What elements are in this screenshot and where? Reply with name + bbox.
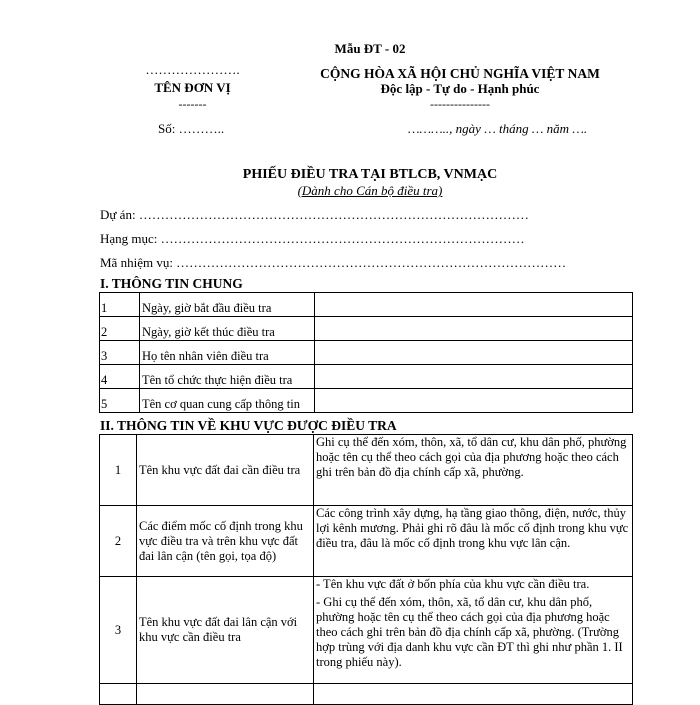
row-number: 2 <box>100 317 140 341</box>
national-motto: Độc lập - Tự do - Hạnh phúc <box>380 81 540 96</box>
row-number <box>100 684 137 705</box>
section-heading-area: II. THÔNG TIN VỀ KHU VỰC ĐƯỢC ĐIỀU TRA <box>100 418 397 433</box>
document-number: Số: ……….. <box>158 121 225 136</box>
row-label <box>137 684 314 705</box>
field-hang-muc: Hạng mục: ………………………………………………………………………… <box>100 231 525 246</box>
row-number: 2 <box>100 506 137 577</box>
row-value-cell <box>315 389 633 413</box>
org-divider: ------- <box>178 97 207 111</box>
table-row <box>100 389 633 413</box>
table-row <box>100 293 633 317</box>
row-label: Tên cơ quan cung cấp thông tin <box>140 389 315 413</box>
org-name: TÊN ĐƠN VỊ <box>154 80 231 95</box>
table-row <box>100 341 633 365</box>
table-row <box>100 435 633 506</box>
row-description <box>314 684 633 705</box>
row-label: Ngày, giờ kết thúc điều tra <box>140 317 315 341</box>
document-title: PHIẾU ĐIỀU TRA TẠI BTLCB, VNMẠC <box>242 167 498 182</box>
section-heading-general: I. THÔNG TIN CHUNG <box>100 276 243 291</box>
description-text: Các công trình xây dựng, hạ tầng giao thông, điện, nước, thủy lợi kênh mương. Phải ghi rõ đâu là mốc cố định trong khu vực điều tra, đâu là mốc cố định trong khu vực lân cận. <box>316 506 629 550</box>
field-du-an: Dự án: ……………………………………………………………………………… <box>100 207 529 222</box>
row-number: 3 <box>100 341 140 365</box>
table-row <box>100 684 633 705</box>
row-value-cell <box>315 365 633 389</box>
row-number: 1 <box>100 293 140 317</box>
row-number: 4 <box>100 365 140 389</box>
row-description <box>314 506 633 577</box>
row-description <box>314 577 633 684</box>
general-info-table <box>99 292 633 413</box>
row-label: Tên khu vực đất đai cần điều tra <box>137 435 314 506</box>
description-text: - Tên khu vực đất ở bốn phía của khu vực cần điều tra. <box>316 577 590 591</box>
document-subtitle: (Dành cho Cán bộ điều tra) <box>297 183 443 198</box>
row-label: Các điểm mốc cố định trong khu vực điều tra và trên khu vực đất đai lân cận (tên gọi, tọa độ) <box>137 506 314 577</box>
national-title: CỘNG HÒA XÃ HỘI CHỦ NGHĨA VIỆT NAM <box>320 66 600 81</box>
row-value-cell <box>315 341 633 365</box>
row-label: Ngày, giờ bắt đầu điều tra <box>140 293 315 317</box>
row-label: Họ tên nhân viên điều tra <box>140 341 315 365</box>
row-label: Tên tổ chức thực hiện điều tra <box>140 365 315 389</box>
description-text: - Ghi cụ thể đến xóm, thôn, xã, tổ dân cư, khu dân phố, phường hoặc tên cụ thể theo cách gọi của địa phương hoặc theo cách ghi trên bản đồ địa chính cấp xã, phường. (Trường hợp trùng với địa danh khu vực cần ĐT thì ghi như phần 1. II trong phiếu này). <box>316 595 623 669</box>
table-row <box>100 577 633 684</box>
org-name-placeholder: …………………. <box>145 62 240 77</box>
table-row <box>100 506 633 577</box>
row-description <box>314 435 633 506</box>
table-row <box>100 365 633 389</box>
description-text: Ghi cụ thể đến xóm, thôn, xã, tổ dân cư, khu dân phố, phường hoặc tên cụ thể theo cách gọi của địa phương hoặc theo cách ghi trên bản đồ địa chính cấp xã, phường. <box>316 435 627 479</box>
area-info-table <box>99 434 633 705</box>
field-ma-nhiem-vu: Mã nhiệm vụ: ……………………………………………………………………………… <box>100 255 567 270</box>
date-line: ……….., ngày … tháng … năm …. <box>408 121 588 136</box>
row-number: 5 <box>100 389 140 413</box>
form-code: Mẫu ĐT - 02 <box>334 41 406 56</box>
table-row <box>100 317 633 341</box>
row-value-cell <box>315 293 633 317</box>
row-value-cell <box>315 317 633 341</box>
row-label: Tên khu vực đất đai lân cận với khu vực cần điều tra <box>137 577 314 684</box>
row-number: 3 <box>100 577 137 684</box>
motto-divider: --------------- <box>430 97 490 111</box>
row-number: 1 <box>100 435 137 506</box>
